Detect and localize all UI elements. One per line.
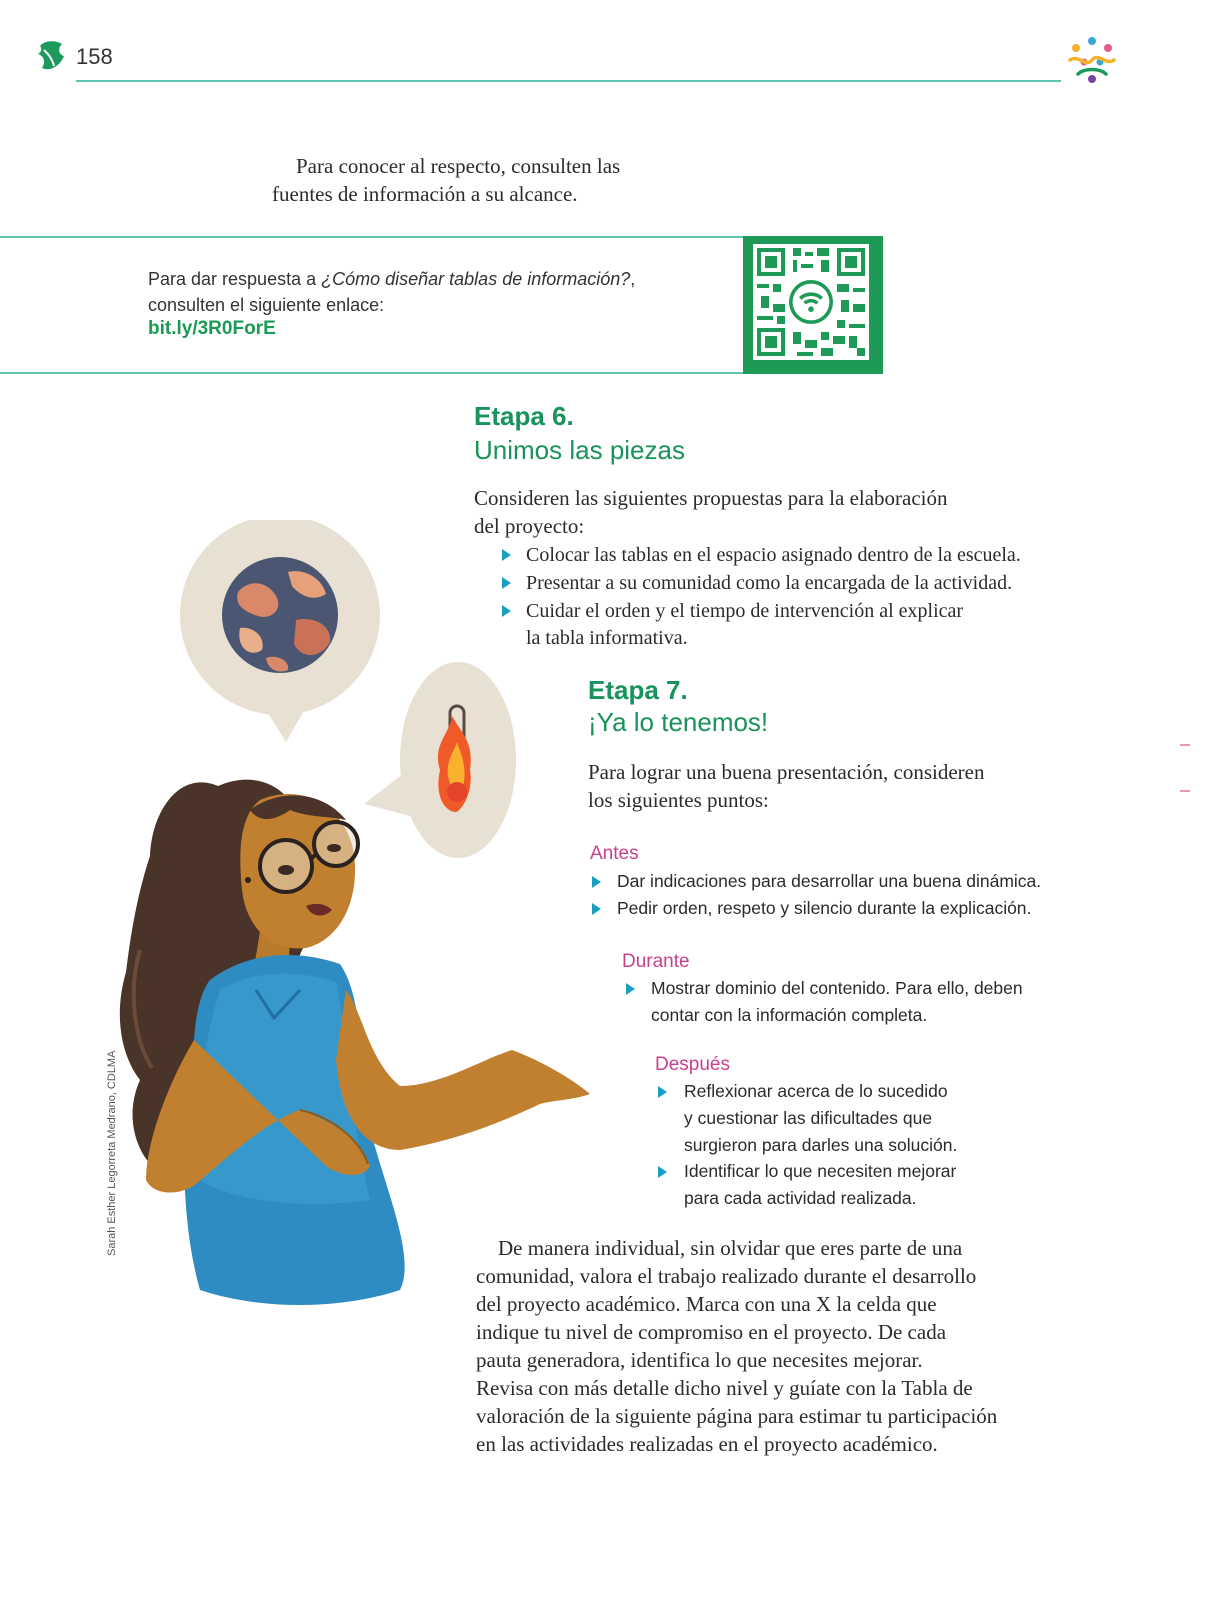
student-illustration — [100, 520, 620, 1310]
etapa-7-intro — [588, 758, 1058, 814]
bullet-triangle-icon — [658, 1166, 667, 1178]
etapa-6-intro-line: Consideren las siguientes propuestas para la elaboración — [474, 486, 948, 510]
page-number: 158 — [76, 44, 113, 69]
closing-line: valoración de la siguiente página para estimar tu participación — [476, 1404, 998, 1428]
closing-line: del proyecto académico. Marca con una X la celda que — [476, 1292, 937, 1316]
link-url[interactable]: bit.ly/3R0ForE — [148, 318, 276, 339]
speech-bubble-globe — [180, 520, 380, 742]
phase-label-antes: Antes — [590, 843, 639, 864]
bullet-line: contar con la información completa. — [651, 1005, 928, 1025]
bullet-triangle-icon — [658, 1086, 667, 1098]
bullet-triangle-icon — [592, 876, 601, 888]
etapa-6-intro-line: del proyecto: — [474, 514, 585, 538]
despues-bullet — [684, 1158, 956, 1212]
bullet-line: para cada actividad realizada. — [684, 1188, 917, 1208]
closing-line: pauta generadora, identifica lo que necesites mejorar. — [476, 1348, 923, 1372]
closing-paragraph — [476, 1234, 1076, 1458]
bullet-line: Cuidar el orden y el tiempo de intervención al explicar — [526, 600, 964, 622]
intro-line: fuentes de información a su alcance. — [272, 182, 578, 206]
bullet-line: surgieron para darles una solución. — [684, 1135, 958, 1155]
leaf-logo-icon — [34, 38, 70, 74]
illustration-credit — [104, 1050, 124, 1260]
speech-bubble-thermometer — [364, 662, 516, 858]
antes-bullet: Dar indicaciones para desarrollar una buena dinámica. — [617, 871, 1042, 891]
closing-line: De manera individual, sin olvidar que eres parte de una — [498, 1236, 963, 1260]
bullet-line: la tabla informativa. — [526, 627, 688, 649]
bullet-line: Identificar lo que necesiten mejorar — [684, 1161, 957, 1181]
phase-label-despues: Después — [655, 1054, 730, 1075]
despues-bullet — [684, 1078, 957, 1159]
closing-line: indique tu nivel de compromiso en el proyecto. De cada — [476, 1320, 947, 1344]
etapa-7-subtitle: ¡Ya lo tenemos! — [588, 707, 769, 737]
etapa-6-bullet: Presentar a su comunidad como la encargada de la actividad. — [526, 572, 1013, 594]
illustration-credit-text: Sarah Esther Legorreta Medrano, CDLMA — [106, 1050, 118, 1256]
link-box-line: consulten el siguiente enlace: — [148, 295, 385, 315]
intro-line: Para conocer al respecto, consulten las — [296, 154, 621, 178]
closing-line: en las actividades realizadas en el proyecto académico. — [476, 1432, 938, 1456]
antes-bullet: Pedir orden, respeto y silencio durante la explicación. — [617, 898, 1032, 918]
sun-logo-icon — [1064, 32, 1120, 88]
closing-line: Revisa con más detalle dicho nivel y guíate con la Tabla de — [476, 1376, 973, 1400]
etapa-6-title: Etapa 6. — [474, 401, 574, 431]
bullet-line: y cuestionar las dificultades que — [684, 1108, 933, 1128]
bullet-line: Mostrar dominio del contenido. Para ello, deben — [651, 978, 1023, 998]
closing-line: comunidad, valora el trabajo realizado durante el desarrollo — [476, 1264, 977, 1288]
bullet-line: Reflexionar acerca de lo sucedido — [684, 1081, 948, 1101]
bullet-triangle-icon — [626, 983, 635, 995]
qr-code-icon[interactable] — [753, 244, 869, 360]
link-box-suffix: , — [630, 269, 636, 289]
link-box-prefix: Para dar respuesta a — [148, 269, 322, 289]
link-box-question: ¿Cómo diseñar tablas de información? — [321, 269, 631, 289]
etapa-7-intro-line: los siguientes puntos: — [588, 788, 769, 812]
phase-label-durante: Durante — [622, 951, 690, 972]
margin-tick — [1180, 790, 1190, 792]
link-box-text — [148, 266, 728, 318]
etapa-7-title: Etapa 7. — [588, 675, 688, 705]
intro-paragraph — [272, 152, 692, 208]
bullet-triangle-icon — [592, 903, 601, 915]
link-box-line — [148, 266, 728, 292]
durante-bullet — [651, 975, 1023, 1029]
etapa-6-bullet: Colocar las tablas en el espacio asignado dentro de la escuela. — [526, 544, 1021, 566]
header-rule — [76, 80, 1061, 82]
etapa-7-intro-line: Para lograr una buena presentación, consideren — [588, 760, 985, 784]
margin-tick — [1180, 744, 1190, 746]
etapa-6-subtitle: Unimos las piezas — [474, 435, 685, 465]
